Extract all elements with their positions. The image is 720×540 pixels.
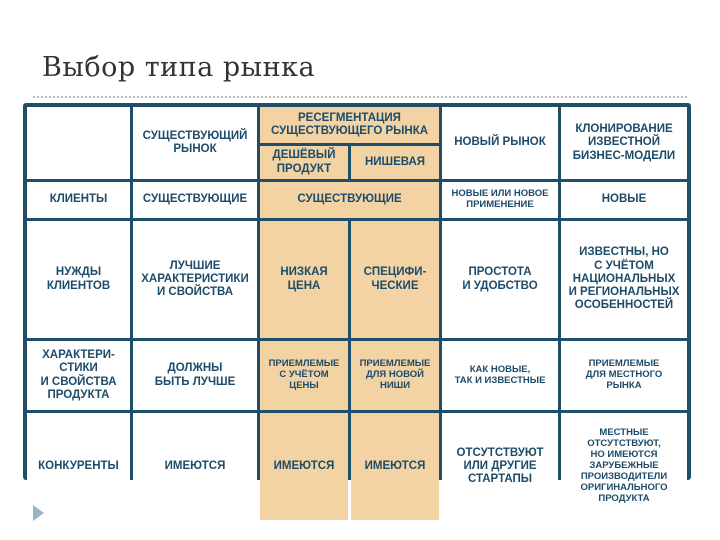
header-cheap-product: ДЕШЁВЫЙ ПРОДУКТ bbox=[260, 146, 348, 179]
clients-cloning: НОВЫЕ bbox=[561, 182, 687, 218]
header-blank-cell bbox=[27, 107, 130, 179]
product-niche: ПРИЕМЛЕМЫЕ ДЛЯ НОВОЙ НИШИ bbox=[351, 341, 439, 410]
product-cheap: ПРИЕМЛЕМЫЕ С УЧЁТОМ ЦЕНЫ bbox=[260, 341, 348, 410]
competitors-niche: ИМЕЮТСЯ bbox=[351, 413, 439, 520]
header-cloning: КЛОНИРОВАНИЕ ИЗВЕСТНОЙ БИЗНЕС-МОДЕЛИ bbox=[561, 107, 687, 179]
next-slide-arrow-icon[interactable] bbox=[33, 505, 44, 521]
header-new-market: НОВЫЙ РЫНОК bbox=[442, 107, 558, 179]
row-label-competitors: КОНКУРЕНТЫ bbox=[27, 413, 130, 520]
needs-cheap: НИЗКАЯ ЦЕНА bbox=[260, 221, 348, 338]
product-new-market: КАК НОВЫЕ, ТАК И ИЗВЕСТНЫЕ bbox=[442, 341, 558, 410]
needs-niche: СПЕЦИФИ- ЧЕСКИЕ bbox=[351, 221, 439, 338]
market-type-table bbox=[27, 107, 687, 504]
clients-new-market: НОВЫЕ ИЛИ НОВОЕ ПРИМЕНЕНИЕ bbox=[442, 182, 558, 218]
competitors-cheap: ИМЕЮТСЯ bbox=[260, 413, 348, 520]
header-resegmentation: РЕСЕГМЕНТАЦИЯ СУЩЕСТВУЮЩЕГО РЫНКА bbox=[260, 107, 439, 143]
header-niche: НИШЕВАЯ bbox=[351, 146, 439, 179]
competitors-cloning: МЕСТНЫЕ ОТСУТСТВУЮТ, НО ИМЕЮТСЯ ЗАРУБЕЖНЫЕ ПРОИЗВОДИТЕЛИ ОРИГИНАЛЬНОГО ПРОДУКТА bbox=[561, 413, 687, 520]
clients-resegmentation: СУЩЕСТВУЮЩИЕ bbox=[260, 182, 439, 218]
row-label-product-characteristics: ХАРАКТЕРИ- СТИКИ И СВОЙСТВА ПРОДУКТА bbox=[27, 341, 130, 410]
clients-existing: СУЩЕСТВУЮЩИЕ bbox=[133, 182, 257, 218]
row-label-clients: КЛИЕНТЫ bbox=[27, 182, 130, 218]
row-label-customer-needs: НУЖДЫ КЛИЕНТОВ bbox=[27, 221, 130, 338]
slide-title: Выбор типа рынка bbox=[42, 52, 316, 83]
header-existing-market: СУЩЕСТВУЮЩИЙ РЫНОК bbox=[133, 107, 257, 179]
product-cloning: ПРИЕМЛЕМЫЕ ДЛЯ МЕСТНОГО РЫНКА bbox=[561, 341, 687, 410]
competitors-new-market: ОТСУТСТВУЮТ ИЛИ ДРУГИЕ СТАРТАПЫ bbox=[442, 413, 558, 520]
needs-existing: ЛУЧШИЕ ХАРАКТЕРИСТИКИ И СВОЙСТВА bbox=[133, 221, 257, 338]
title-divider bbox=[33, 96, 687, 98]
needs-new-market: ПРОСТОТА И УДОБСТВО bbox=[442, 221, 558, 338]
competitors-existing: ИМЕЮТСЯ bbox=[133, 413, 257, 520]
needs-cloning: ИЗВЕСТНЫ, НО С УЧЁТОМ НАЦИОНАЛЬНЫХ И РЕГИОНАЛЬНЫХ ОСОБЕННОСТЕЙ bbox=[561, 221, 687, 338]
product-existing: ДОЛЖНЫ БЫТЬ ЛУЧШЕ bbox=[133, 341, 257, 410]
